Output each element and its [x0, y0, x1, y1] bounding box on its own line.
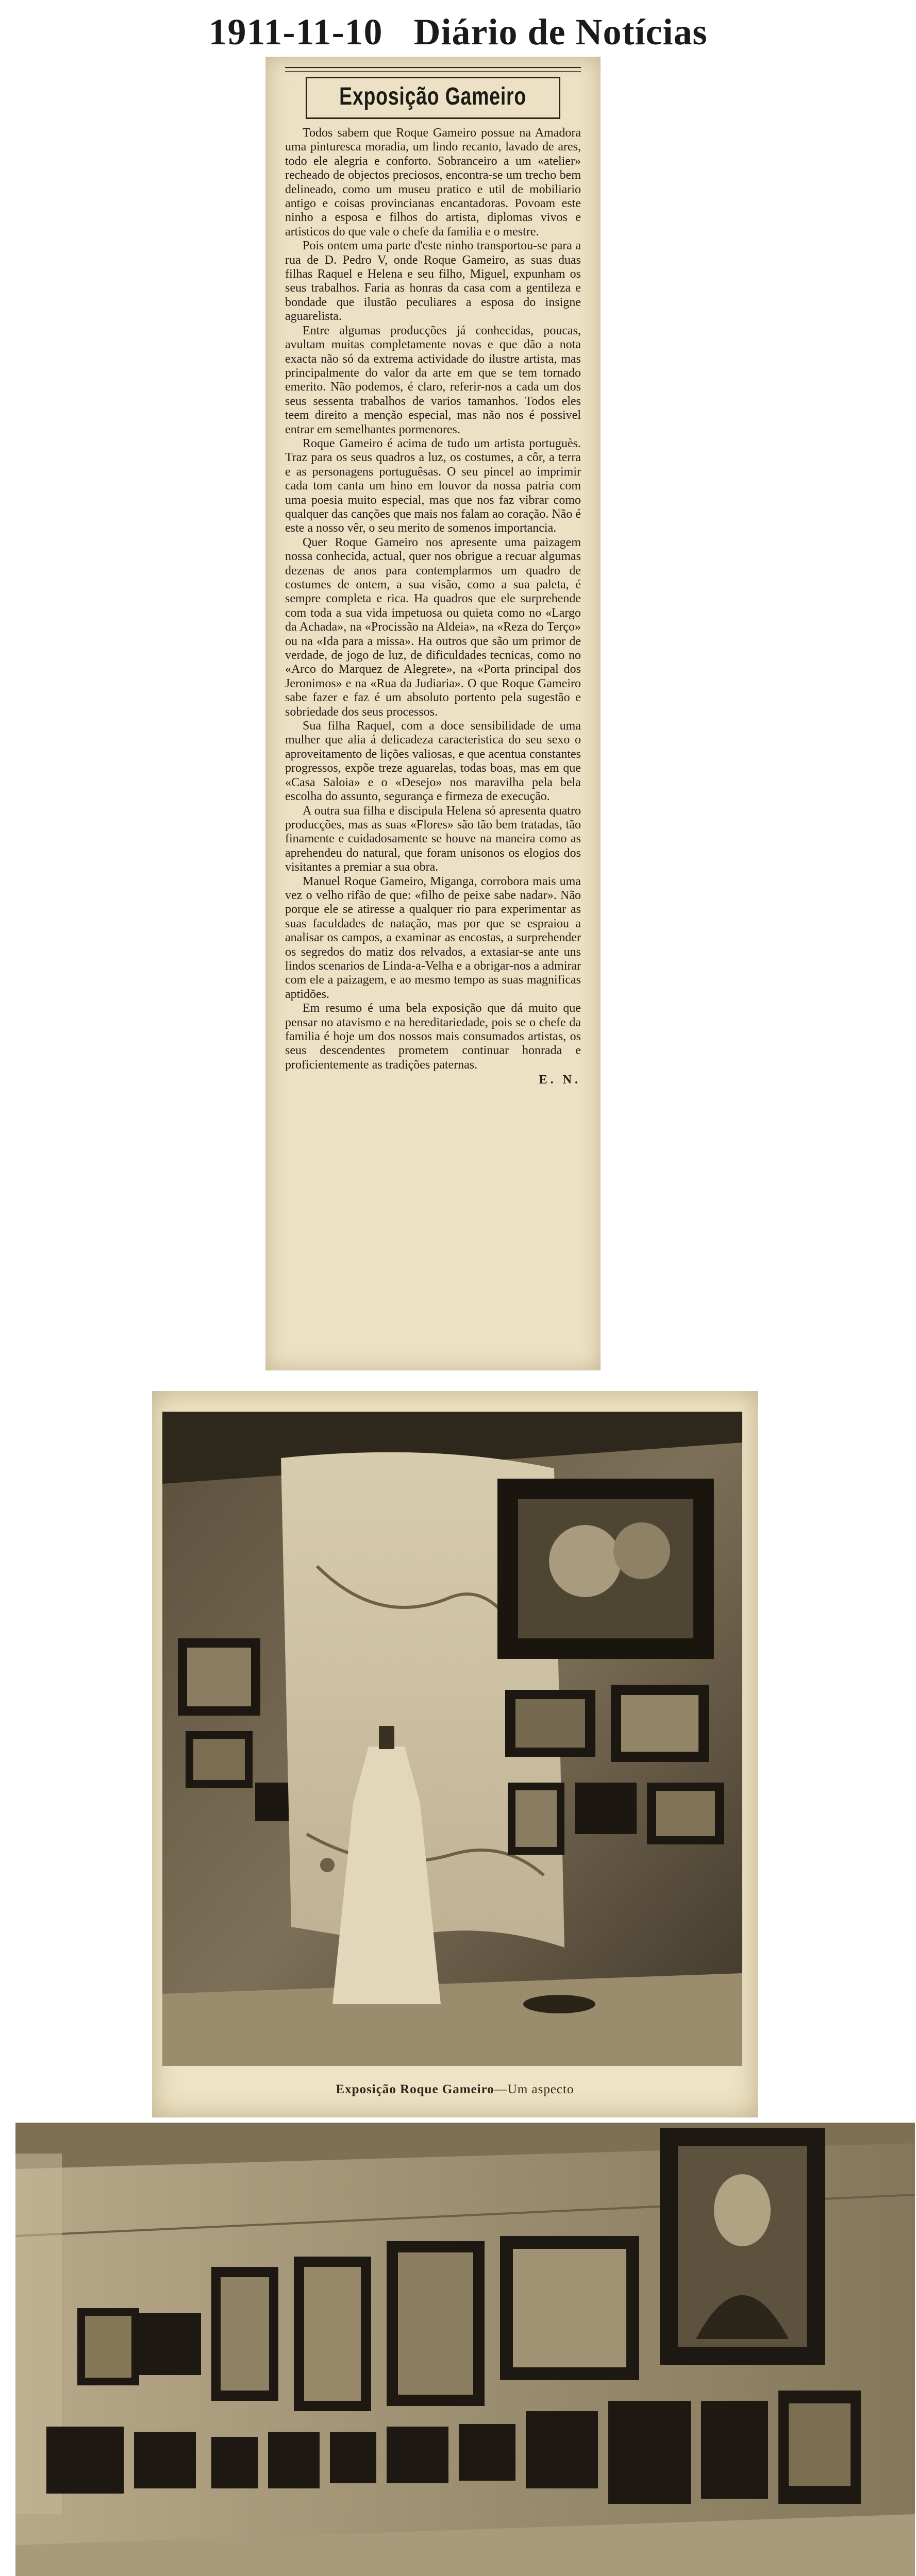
photo-caption [152, 2082, 758, 2097]
caption-separator: — [494, 2082, 508, 2096]
article-paragraph: Roque Gameiro é acima de tudo um artista portuguès. Traz para os seus quadros a luz, os costumes, a côr, a terra e as personagens portuguêsas. O seu pincel ao imprimir cada tom canta um hino em louvor da nossa patria com uma poesia muito especial, mas que nos faz vibrar como qualquer das canções que mais nos falam ao coração. Não é este a nosso vêr, o seu merito de somenos importancia. [285, 436, 581, 535]
exhibition-photo-image [15, 2123, 915, 2576]
article-headline: Exposição Gameiro [339, 83, 527, 110]
photo-exhibition-view-2 [15, 2123, 915, 2576]
newspaper-name: Diário de Notícias [413, 11, 708, 53]
article-paragraph: Quer Roque Gameiro nos apresente uma paizagem nossa conhecida, actual, quer nos obrigue a recuar algumas dezenas de anos para contemplarmos um quadro de costumes de ontem, a sua visão, como a sua paleta, é sempre completa e rica. Ha quadros que ele surprehende com toda a sua vida impetuosa ou quieta como no «Largo da Achada», na «Procissão na Aldeia», na «Reza do Terço» ou na «Ida para a missa». Ha outros que são um primor de verdade, de jogo de luz, de dificuldades tecnicas, como no «Arco do Marquez de Alegrete», na «Porta principal dos Jeronimos» e na «Rua da Judiaria». O que Roque Gameiro sabe fazer e faz é um absoluto portento pela sugestão e sobriedade dos seus processos. [285, 535, 581, 719]
article-paragraph: Todos sabem que Roque Gameiro possue na Amadora uma pinturesca moradia, um lindo recanto, lavado de ares, todo ele alegria e conforto. Sobranceiro a um «atelier» recheado de objectos preciosos, encontra-se um trecho bem delineado, como um museu pratico e util de mobiliario antigo e coisas provincianas encantadoras. Povoam este ninho a esposa e filhos do artista, diplomas vivos e artisticos do que vale o chefe da familia e o mestre. [285, 126, 581, 239]
page-header [0, 9, 916, 55]
article-top-rule [285, 67, 581, 72]
article-paragraph: Em resumo é uma bela exposição que dá muito que pensar no atavismo e na hereditariedade, pois se o chefe da familia é hoje um dos nossos mais consumados artistas, os seus descendentes prometem continuar honrada e proficientemente as tradições paternas. [285, 1002, 581, 1072]
headline-box [306, 77, 560, 119]
exhibition-photo-image [162, 1412, 742, 2066]
article-paragraph: Sua filha Raquel, com a doce sensibilidade de uma mulher que alia á delicadeza caracteristica do seu sexo o aproveitamento de lições valiosas, e que acentua constantes progressos, expõe treze aguarelas, todas boas, mas em que «Casa Saloia» e o «Desejo» nos maravilha pela bela escolha do assunto, segurança e firmeza de execução. [285, 719, 581, 804]
article-paragraph: A outra sua filha e discipula Helena só apresenta quatro producções, mas as suas «Flores» são tão bem tratadas, tão finamente e cuidadosamente se houve na maneira como as aprehendeu do natural, que foram unisonos os elogios dos visitantes a premiar a sua obra. [285, 804, 581, 874]
article-paragraph: Pois ontem uma parte d'este ninho transportou-se para a rua de D. Pedro V, onde Roque Gameiro, as suas duas filhas Raquel e Helena e seu filho, Miguel, expunham os seus trabalhos. Faria as honras da casa com a gentileza e bondade que ilustão peculiares a esposa do insigne aguarelista. [285, 239, 581, 324]
article-clipping [265, 57, 601, 1370]
article-signature: E. N. [539, 1073, 581, 1087]
article-paragraph: Entre algumas producções já conhecidas, poucas, avultam muitas completamente novas e que dão a nota exacta não só da extrema actividade do ilustre artista, mas principalmente do valor da arte em que se tem tornado emerito. Não podemos, é claro, referir-nos a cada um dos seus sessenta trabalhos de varios tamanhos. Todos eles teem direito a menção especial, mas não nos é possivel entrar em semelhantes pormenores. [285, 324, 581, 436]
article-paragraph: Manuel Roque Gameiro, Miganga, corrobora mais uma vez o velho rifão de que: «filho de peixe sabe nadar». Não porque ele se atiresse a qualquer rio para experimentar as suas faculdades de natação, mas por que se espraiou a analisar os campos, a examinar as encostas, a surprehender os segredos do matiz dos relvados, a extasiar-se ante uns lindos scenarios de Linda-a-Velha e a obrigar-nos a admirar com ele a paizagem, e ao mesmo tempo as suas magnificas aptidões. [285, 874, 581, 1001]
caption-title: Exposição Roque Gameiro [336, 2082, 494, 2096]
caption-subtitle: Um aspecto [507, 2082, 574, 2096]
photo-exhibition-view-1 [152, 1391, 758, 2117]
page-date: 1911-11-10 [208, 11, 383, 53]
article-body [285, 126, 581, 1072]
